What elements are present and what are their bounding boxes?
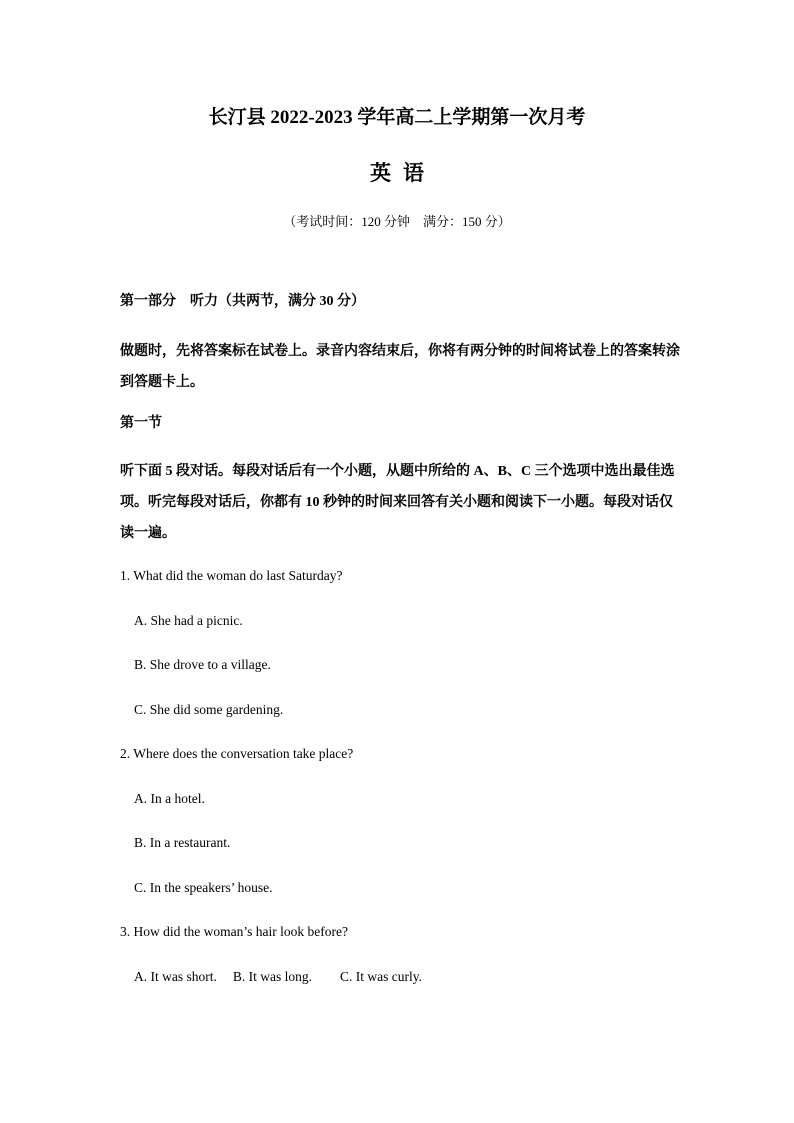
question-1-option-a: A. She had a picnic. — [134, 613, 243, 628]
question-3-option-b: B. It was long. — [232, 969, 312, 984]
question-2-option-b: B. In a restaurant. — [134, 835, 231, 850]
question-2-option-c: C. In the speakers’ house. — [134, 880, 273, 895]
section-label: 第一节 — [120, 416, 162, 431]
exam-title: 长汀县 2022-2023 学年高二上学期第一次月考 — [208, 107, 586, 128]
part-instruction: 做题时，先将答案标在试卷上。录音内容结束后，你将有两分钟的时间将试卷上的答案转涂到答题卡上。 — [120, 344, 680, 390]
question-1-text: 1. What did the woman do last Saturday? — [120, 568, 343, 583]
section-instruction: 听下面 5 段对话。每段对话后有一个小题，从题中所给的 A、B、C 三个选项中选出最佳选项。听完每段对话后，你都有 10 秒钟的时间来回答有关小题和阅读下一小题。每段对话仅读一遍。 — [120, 464, 675, 541]
question-1-option-c: C. She did some gardening. — [134, 702, 284, 717]
question-3-options — [134, 967, 422, 987]
question-3-option-a: A. It was short. — [134, 969, 217, 984]
question-2-option-a: A. In a hotel. — [134, 791, 205, 806]
question-1-option-b: B. She drove to a village. — [134, 657, 271, 672]
question-3-option-c: C. It was curly. — [340, 969, 422, 984]
question-2-text: 2. Where does the conversation take place? — [120, 746, 354, 761]
question-3-text: 3. How did the woman’s hair look before? — [120, 924, 348, 939]
exam-info: （考试时间：120 分钟 满分：150 分） — [283, 214, 511, 229]
part-title: 第一部分 听力（共两节，满分 30 分） — [120, 294, 365, 309]
subject-title: 英语 — [370, 161, 436, 185]
